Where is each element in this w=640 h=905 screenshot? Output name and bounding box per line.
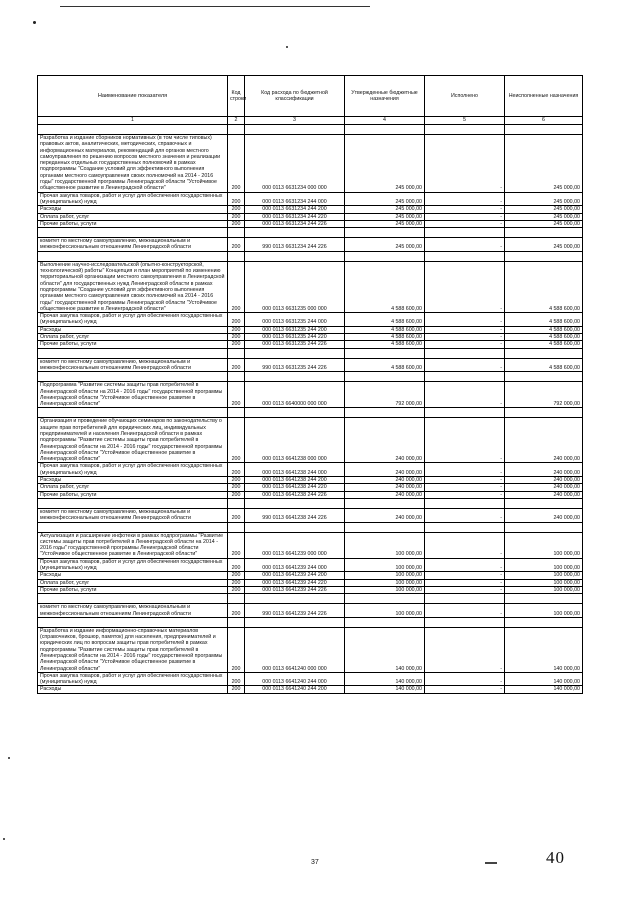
row-unexecuted: 4 588 600,00 xyxy=(505,261,583,312)
row-name: Разработка и издание информационно-справочных материалов (справочников, брошюр, памяток) для населения, предпринимателей и юридических лиц по вопросам защиты прав потребителей в рамках подпрограммы "Развитие системы защиты прав потребителей в Ленинградской области на 2014 - 2016 годы" государственной программы Ленинградской области "Устойчивое общественное развитие в Ленинградской области" xyxy=(38,627,228,672)
row-expense-code: 000 0113 6641239 244 200 xyxy=(245,572,345,579)
row-executed: - xyxy=(425,418,505,463)
row-name: комитет по местному самоуправлению, межнациональным и межконфессиональным отношениям Ленинградской области xyxy=(38,238,228,252)
row-unexecuted: 4 588 600,00 xyxy=(505,313,583,327)
row-unexecuted: 100 000,00 xyxy=(505,586,583,593)
table-row xyxy=(38,220,583,227)
row-executed: - xyxy=(425,358,505,372)
row-expense-code: 000 0113 6631235 244 000 xyxy=(245,313,345,327)
spacer-cell xyxy=(38,348,228,358)
spacer-cell xyxy=(345,228,425,238)
table-row xyxy=(38,213,583,220)
table-row xyxy=(38,508,583,522)
row-expense-code: 000 0113 6641240 000 000 xyxy=(245,627,345,672)
row-executed: - xyxy=(425,382,505,408)
column-number-row xyxy=(38,117,583,125)
spacer-row xyxy=(38,372,583,382)
row-name: комитет по местному самоуправлению, межнациональным и межконфессиональным отношениям Ленинградской области xyxy=(38,508,228,522)
row-name: Прочие работы, услуги xyxy=(38,341,228,348)
spacer-cell xyxy=(245,522,345,532)
row-approved: 240 000,00 xyxy=(345,477,425,484)
row-line-code: 200 xyxy=(228,491,245,498)
spacer-cell xyxy=(38,125,228,135)
row-unexecuted: 245 000,00 xyxy=(505,220,583,227)
table-row xyxy=(38,627,583,672)
row-executed: - xyxy=(425,220,505,227)
row-unexecuted: 245 000,00 xyxy=(505,206,583,213)
header-line-code: Код строки xyxy=(228,76,245,117)
table-body xyxy=(38,125,583,694)
spacer-cell xyxy=(245,372,345,382)
row-executed: - xyxy=(425,192,505,206)
spacer-cell xyxy=(425,348,505,358)
row-line-code: 200 xyxy=(228,313,245,327)
row-unexecuted: 240 000,00 xyxy=(505,508,583,522)
spacer-cell xyxy=(245,251,345,261)
spacer-cell xyxy=(345,594,425,604)
spacer-cell xyxy=(38,522,228,532)
spacer-cell xyxy=(228,348,245,358)
row-expense-code: 000 0113 6631234 000 000 xyxy=(245,135,345,193)
row-expense-code: 990 0113 6631234 244 226 xyxy=(245,238,345,252)
row-executed: - xyxy=(425,508,505,522)
row-approved: 100 000,00 xyxy=(345,586,425,593)
row-expense-code: 000 0113 6641238 244 000 xyxy=(245,463,345,477)
spacer-row xyxy=(38,125,583,135)
table-row xyxy=(38,579,583,586)
row-expense-code: 990 0113 6641238 244 226 xyxy=(245,508,345,522)
row-line-code: 200 xyxy=(228,558,245,572)
row-expense-code: 000 0113 6631234 244 226 xyxy=(245,220,345,227)
row-unexecuted: 4 588 600,00 xyxy=(505,341,583,348)
spacer-cell xyxy=(228,594,245,604)
row-approved: 245 000,00 xyxy=(345,213,425,220)
row-executed: - xyxy=(425,206,505,213)
row-name: Разработка и издание сборников нормативных (в том числе типовых) правовых актов, аналитических, методических, справочных и информационных материалов, рекомендаций для органов местного самоуправления по решению вопросов местного значения и реализации переданных отдельных государственных полномочий в рамках подпрограммы "Создание условий для эффективного выполнения органами местного самоуправления своих полномочий на 2014 - 2016 годы" государственной программы Ленинградской области "Устойчивое общественное развитие в Ленинградской области" xyxy=(38,135,228,193)
row-expense-code: 000 0113 6641238 244 200 xyxy=(245,477,345,484)
row-executed: - xyxy=(425,579,505,586)
row-line-code: 200 xyxy=(228,484,245,491)
row-name: Расходы xyxy=(38,206,228,213)
row-line-code: 200 xyxy=(228,686,245,693)
spacer-cell xyxy=(505,498,583,508)
row-expense-code: 990 0113 6631235 244 226 xyxy=(245,358,345,372)
row-executed: - xyxy=(425,672,505,686)
column-number: 5 xyxy=(425,117,505,125)
table-row xyxy=(38,192,583,206)
row-executed: - xyxy=(425,334,505,341)
row-expense-code: 000 0113 6641238 000 000 xyxy=(245,418,345,463)
row-name: Оплата работ, услуг xyxy=(38,213,228,220)
row-approved: 4 588 600,00 xyxy=(345,326,425,333)
table-row xyxy=(38,586,583,593)
spacer-cell xyxy=(245,348,345,358)
spacer-cell xyxy=(38,617,228,627)
row-approved: 245 000,00 xyxy=(345,192,425,206)
scan-speck xyxy=(8,757,10,759)
row-name: Прочая закупка товаров, работ и услуг для обеспечения государственных (муниципальных) нужд xyxy=(38,463,228,477)
row-unexecuted: 140 000,00 xyxy=(505,627,583,672)
row-executed: - xyxy=(425,477,505,484)
spacer-cell xyxy=(228,125,245,135)
header-executed: Исполнено xyxy=(425,76,505,117)
table-row xyxy=(38,686,583,693)
table-row xyxy=(38,491,583,498)
row-expense-code: 000 0113 6641240 244 200 xyxy=(245,686,345,693)
row-name: Прочие работы, услуги xyxy=(38,491,228,498)
row-expense-code: 000 0113 6640000 000 000 xyxy=(245,382,345,408)
row-expense-code: 000 0113 6641238 244 220 xyxy=(245,484,345,491)
spacer-cell xyxy=(505,408,583,418)
row-approved: 100 000,00 xyxy=(345,604,425,618)
table-row xyxy=(38,558,583,572)
spacer-row xyxy=(38,408,583,418)
row-approved: 245 000,00 xyxy=(345,238,425,252)
row-unexecuted: 240 000,00 xyxy=(505,484,583,491)
spacer-cell xyxy=(425,228,505,238)
row-approved: 245 000,00 xyxy=(345,206,425,213)
column-number: 6 xyxy=(505,117,583,125)
row-executed: - xyxy=(425,463,505,477)
row-line-code: 200 xyxy=(228,382,245,408)
row-name: Выполнение научно-исследовательской (опытно-конструкторской, технологической) работы" Концепция и план мероприятий по изменению территориальной организации местного самоуправления в Ленинградской области" для государственных нужд Ленинградской области в рамках подпрограммы "Создание условий для эффективного выполнения органами местного самоуправления своих полномочий на 2014 - 2016 годы" государственной программы Ленинградской области "Устойчивое общественное развитие в Ленинградской области" xyxy=(38,261,228,312)
row-line-code: 200 xyxy=(228,192,245,206)
spacer-cell xyxy=(228,498,245,508)
row-line-code: 200 xyxy=(228,358,245,372)
row-unexecuted: 245 000,00 xyxy=(505,135,583,193)
spacer-cell xyxy=(345,617,425,627)
row-line-code: 200 xyxy=(228,627,245,672)
spacer-cell xyxy=(425,522,505,532)
row-expense-code: 000 0113 6631234 244 000 xyxy=(245,192,345,206)
spacer-cell xyxy=(345,372,425,382)
row-approved: 100 000,00 xyxy=(345,558,425,572)
spacer-cell xyxy=(345,498,425,508)
spacer-cell xyxy=(505,348,583,358)
row-executed: - xyxy=(425,326,505,333)
spacer-cell xyxy=(345,348,425,358)
row-expense-code: 990 0113 6641239 244 226 xyxy=(245,604,345,618)
row-name: комитет по местному самоуправлению, межнациональным и межконфессиональным отношениям Ленинградской области xyxy=(38,604,228,618)
row-expense-code: 000 0113 6641240 244 000 xyxy=(245,672,345,686)
row-name: Расходы xyxy=(38,572,228,579)
spacer-cell xyxy=(425,125,505,135)
row-line-code: 200 xyxy=(228,672,245,686)
row-line-code: 200 xyxy=(228,532,245,558)
row-name: комитет по местному самоуправлению, межнациональным и межконфессиональным отношениям Ленинградской области xyxy=(38,358,228,372)
header-approved: Утвержденные бюджетные назначения xyxy=(345,76,425,117)
spacer-row xyxy=(38,498,583,508)
table-row xyxy=(38,572,583,579)
scan-speck xyxy=(33,21,36,24)
row-unexecuted: 245 000,00 xyxy=(505,238,583,252)
budget-execution-table xyxy=(37,75,583,694)
spacer-cell xyxy=(38,594,228,604)
row-approved: 245 000,00 xyxy=(345,220,425,227)
row-expense-code: 000 0113 6641239 000 000 xyxy=(245,532,345,558)
row-expense-code: 000 0113 6641239 244 226 xyxy=(245,586,345,593)
spacer-cell xyxy=(245,617,345,627)
row-approved: 140 000,00 xyxy=(345,686,425,693)
table-row xyxy=(38,341,583,348)
table-row xyxy=(38,238,583,252)
row-line-code: 200 xyxy=(228,572,245,579)
row-unexecuted: 245 000,00 xyxy=(505,192,583,206)
spacer-cell xyxy=(38,372,228,382)
spacer-cell xyxy=(245,594,345,604)
spacer-cell xyxy=(425,617,505,627)
row-executed: - xyxy=(425,586,505,593)
column-number: 2 xyxy=(228,117,245,125)
top-rule xyxy=(60,6,370,7)
spacer-cell xyxy=(228,408,245,418)
row-line-code: 200 xyxy=(228,261,245,312)
row-name: Оплата работ, услуг xyxy=(38,579,228,586)
spacer-row xyxy=(38,251,583,261)
row-line-code: 200 xyxy=(228,418,245,463)
row-unexecuted: 4 588 600,00 xyxy=(505,326,583,333)
row-name: Прочая закупка товаров, работ и услуг для обеспечения государственных (муниципальных) нужд xyxy=(38,192,228,206)
row-unexecuted: 240 000,00 xyxy=(505,463,583,477)
spacer-cell xyxy=(245,498,345,508)
row-name: Организация и проведение обучающих семинаров по законодательству о защите прав потребителей для юридических лиц, индивидуальных предпринимателей и населения Ленинградской области в рамках подпрограммы "Развитие системы защиты прав потребителей в Ленинградской области на 2014 - 2016 годы" государственной программы Ленинградской области "Устойчивое общественное развитие в Ленинградской области" xyxy=(38,418,228,463)
spacer-cell xyxy=(425,408,505,418)
spacer-cell xyxy=(228,522,245,532)
row-unexecuted: 245 000,00 xyxy=(505,213,583,220)
row-unexecuted: 240 000,00 xyxy=(505,491,583,498)
row-executed: - xyxy=(425,532,505,558)
row-line-code: 200 xyxy=(228,463,245,477)
spacer-cell xyxy=(505,522,583,532)
spacer-cell xyxy=(505,251,583,261)
row-executed: - xyxy=(425,238,505,252)
spacer-row xyxy=(38,594,583,604)
row-line-code: 200 xyxy=(228,477,245,484)
row-executed: - xyxy=(425,604,505,618)
table-row xyxy=(38,532,583,558)
row-approved: 4 588 600,00 xyxy=(345,358,425,372)
table-row xyxy=(38,418,583,463)
table-row xyxy=(38,313,583,327)
column-number: 1 xyxy=(38,117,228,125)
row-unexecuted: 792 000,00 xyxy=(505,382,583,408)
page-number: 37 xyxy=(311,859,319,866)
row-name: Расходы xyxy=(38,686,228,693)
spacer-cell xyxy=(228,372,245,382)
column-number: 3 xyxy=(245,117,345,125)
table-row xyxy=(38,382,583,408)
row-approved: 240 000,00 xyxy=(345,491,425,498)
spacer-cell xyxy=(228,228,245,238)
row-executed: - xyxy=(425,491,505,498)
spacer-cell xyxy=(505,617,583,627)
row-unexecuted: 240 000,00 xyxy=(505,418,583,463)
row-expense-code: 000 0113 6631235 244 226 xyxy=(245,341,345,348)
row-line-code: 200 xyxy=(228,586,245,593)
row-line-code: 200 xyxy=(228,206,245,213)
row-approved: 4 588 600,00 xyxy=(345,313,425,327)
header-unexecuted: Неисполненные назначения xyxy=(505,76,583,117)
spacer-cell xyxy=(38,228,228,238)
table-row xyxy=(38,206,583,213)
row-name: Оплата работ, услуг xyxy=(38,334,228,341)
row-line-code: 200 xyxy=(228,135,245,193)
row-unexecuted: 100 000,00 xyxy=(505,579,583,586)
spacer-cell xyxy=(345,251,425,261)
spacer-cell xyxy=(245,125,345,135)
spacer-cell xyxy=(38,498,228,508)
row-expense-code: 000 0113 6641239 244 000 xyxy=(245,558,345,572)
row-approved: 240 000,00 xyxy=(345,463,425,477)
scan-speck xyxy=(286,46,288,48)
row-expense-code: 000 0113 6641238 244 226 xyxy=(245,491,345,498)
spacer-cell xyxy=(38,408,228,418)
row-expense-code: 000 0113 6631235 244 200 xyxy=(245,326,345,333)
row-line-code: 200 xyxy=(228,579,245,586)
row-unexecuted: 4 588 600,00 xyxy=(505,334,583,341)
row-unexecuted: 100 000,00 xyxy=(505,558,583,572)
spacer-cell xyxy=(425,251,505,261)
row-approved: 140 000,00 xyxy=(345,627,425,672)
row-unexecuted: 100 000,00 xyxy=(505,572,583,579)
row-name: Подпрограмма "Развитие системы защиты прав потребителей в Ленинградской области на 2014 - 2016 годы" государственной программы Ленинградской области "Устойчивое общественное развитие в Ленинградской области" xyxy=(38,382,228,408)
row-executed: - xyxy=(425,213,505,220)
sheet-number: 40 xyxy=(546,848,565,867)
row-approved: 4 588 600,00 xyxy=(345,261,425,312)
row-name: Расходы xyxy=(38,477,228,484)
table-row xyxy=(38,135,583,193)
row-line-code: 200 xyxy=(228,220,245,227)
spacer-cell xyxy=(505,372,583,382)
row-unexecuted: 100 000,00 xyxy=(505,532,583,558)
row-line-code: 200 xyxy=(228,213,245,220)
row-name: Прочие работы, услуги xyxy=(38,220,228,227)
row-approved: 100 000,00 xyxy=(345,579,425,586)
spacer-cell xyxy=(245,228,345,238)
spacer-row xyxy=(38,617,583,627)
row-executed: - xyxy=(425,135,505,193)
row-name: Актуализация и расширение инфотеки в рамках подпрограммы "Развитие системы защиты прав потребителей в Ленинградской области на 2014 - 2016 годы" государственной программы Ленинградской области "Устойчивое общественное развитие в Ленинградской области" xyxy=(38,532,228,558)
row-line-code: 200 xyxy=(228,604,245,618)
row-name: Оплата работ, услуг xyxy=(38,484,228,491)
row-approved: 240 000,00 xyxy=(345,418,425,463)
row-name: Прочая закупка товаров, работ и услуг для обеспечения государственных (муниципальных) нужд xyxy=(38,558,228,572)
row-line-code: 200 xyxy=(228,508,245,522)
scan-speck xyxy=(3,838,5,840)
header-row xyxy=(38,76,583,117)
spacer-cell xyxy=(345,125,425,135)
spacer-cell xyxy=(505,228,583,238)
row-unexecuted: 140 000,00 xyxy=(505,686,583,693)
row-expense-code: 000 0113 6641239 244 220 xyxy=(245,579,345,586)
row-executed: - xyxy=(425,558,505,572)
row-approved: 240 000,00 xyxy=(345,484,425,491)
header-expense-code: Код расхода по бюджетной классификации xyxy=(245,76,345,117)
spacer-cell xyxy=(425,498,505,508)
row-approved: 4 588 600,00 xyxy=(345,334,425,341)
row-expense-code: 000 0113 6631235 244 220 xyxy=(245,334,345,341)
row-executed: - xyxy=(425,627,505,672)
row-expense-code: 000 0113 6631235 000 000 xyxy=(245,261,345,312)
table-row xyxy=(38,261,583,312)
row-executed: - xyxy=(425,686,505,693)
column-number: 4 xyxy=(345,117,425,125)
row-expense-code: 000 0113 6631234 244 220 xyxy=(245,213,345,220)
table-row xyxy=(38,334,583,341)
table-row xyxy=(38,604,583,618)
spacer-row xyxy=(38,228,583,238)
row-name: Прочая закупка товаров, работ и услуг для обеспечения государственных (муниципальных) нужд xyxy=(38,313,228,327)
spacer-cell xyxy=(425,372,505,382)
row-expense-code: 000 0113 6631234 244 200 xyxy=(245,206,345,213)
table-row xyxy=(38,463,583,477)
row-executed: - xyxy=(425,572,505,579)
row-approved: 240 000,00 xyxy=(345,508,425,522)
spacer-cell xyxy=(345,522,425,532)
row-approved: 4 588 600,00 xyxy=(345,341,425,348)
footer-dash xyxy=(485,862,497,864)
row-line-code: 200 xyxy=(228,238,245,252)
row-executed: - xyxy=(425,261,505,312)
spacer-cell xyxy=(425,594,505,604)
spacer-cell xyxy=(505,125,583,135)
row-unexecuted: 140 000,00 xyxy=(505,672,583,686)
row-name: Прочая закупка товаров, работ и услуг для обеспечения государственных (муниципальных) нужд xyxy=(38,672,228,686)
spacer-row xyxy=(38,522,583,532)
spacer-cell xyxy=(228,251,245,261)
row-approved: 140 000,00 xyxy=(345,672,425,686)
row-unexecuted: 240 000,00 xyxy=(505,477,583,484)
spacer-cell xyxy=(245,408,345,418)
table-row xyxy=(38,358,583,372)
spacer-row xyxy=(38,348,583,358)
table-row xyxy=(38,326,583,333)
row-unexecuted: 4 588 600,00 xyxy=(505,358,583,372)
row-line-code: 200 xyxy=(228,341,245,348)
row-unexecuted: 100 000,00 xyxy=(505,604,583,618)
row-line-code: 200 xyxy=(228,326,245,333)
row-approved: 100 000,00 xyxy=(345,572,425,579)
spacer-cell xyxy=(38,251,228,261)
row-line-code: 200 xyxy=(228,334,245,341)
table-row xyxy=(38,477,583,484)
header-name: Наименование показателя xyxy=(38,76,228,117)
spacer-cell xyxy=(345,408,425,418)
row-executed: - xyxy=(425,484,505,491)
spacer-cell xyxy=(228,617,245,627)
row-executed: - xyxy=(425,313,505,327)
table-row xyxy=(38,484,583,491)
row-approved: 245 000,00 xyxy=(345,135,425,193)
row-executed: - xyxy=(425,341,505,348)
table-row xyxy=(38,672,583,686)
row-approved: 792 000,00 xyxy=(345,382,425,408)
spacer-cell xyxy=(505,594,583,604)
row-approved: 100 000,00 xyxy=(345,532,425,558)
row-name: Прочие работы, услуги xyxy=(38,586,228,593)
row-name: Расходы xyxy=(38,326,228,333)
